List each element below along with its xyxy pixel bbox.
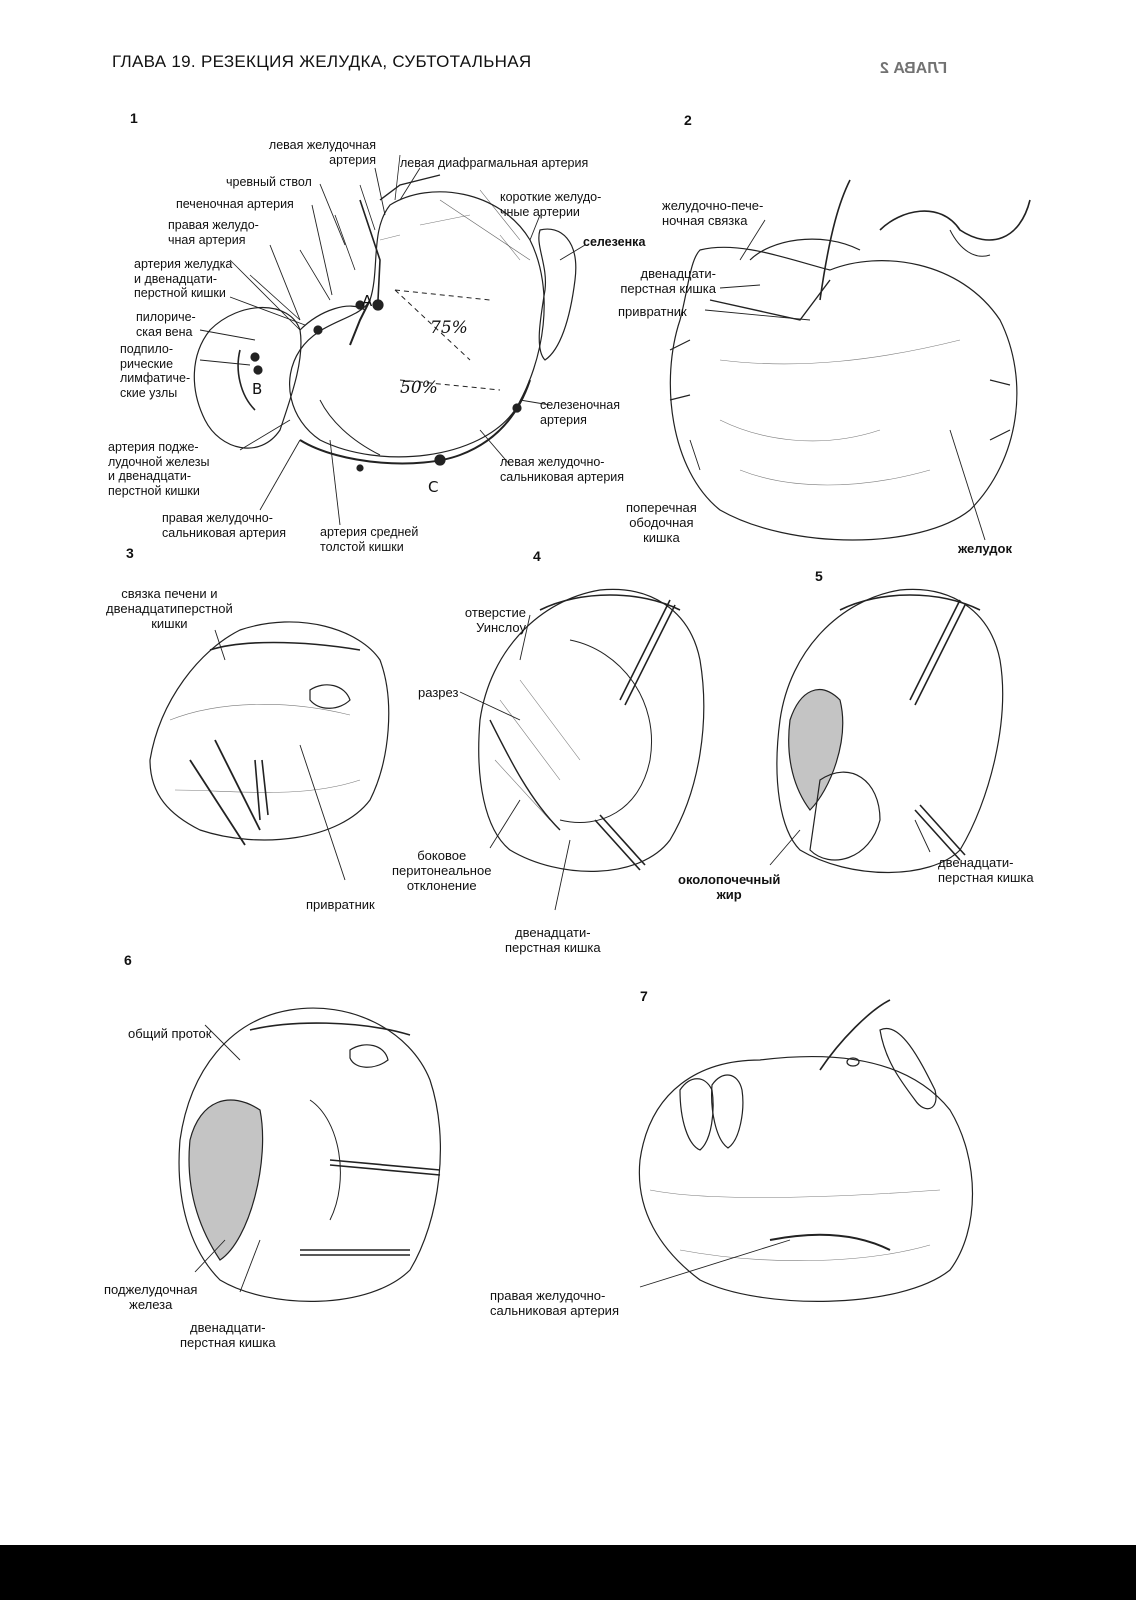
label-right-gastric-artery: правая желудо- чная артерия [168, 218, 259, 247]
leader-lines [195, 168, 985, 1292]
label-incision: разрез [418, 685, 459, 700]
label-perirenal-fat: околопочечный жир [678, 872, 781, 902]
label-winslow-foramen: отверстие Уинслоу [464, 605, 526, 635]
label-duodenum-fig4: двенадцати- перстная кишка [505, 925, 601, 955]
label-short-gastric-arteries: короткие желудо- чные артерии [500, 190, 602, 219]
percent-50: 50% [400, 378, 438, 398]
figure-4-number: 4 [533, 548, 541, 564]
figure-7-drawing [639, 1000, 972, 1301]
label-hepatogastric-ligament: желудочно-пече- ночная связка [662, 198, 764, 228]
figure-6-drawing [179, 1008, 440, 1301]
label-spleen: селезенка [583, 235, 646, 249]
figure-2-drawing [670, 180, 1030, 540]
label-transverse-colon: поперечная ободочная кишка [626, 500, 697, 545]
zone-mark-c: C [428, 478, 439, 496]
zone-mark-a: A [362, 292, 373, 310]
label-stomach: желудок [958, 541, 1012, 556]
page-header: ГЛАВА 19. РЕЗЕКЦИЯ ЖЕЛУДКА, СУБТОТАЛЬНАЯ [112, 52, 532, 71]
figure-3-drawing [150, 622, 389, 845]
figure-6-number: 6 [124, 952, 132, 968]
label-right-gastroepiploic-artery: правая желудочно- сальниковая артерия [162, 511, 287, 540]
label-pancreaticoduodenal-artery: артерия поджe- лудочной железы и двенадцати- перстной кишки [108, 440, 210, 498]
figure-5-drawing [777, 589, 1003, 872]
figure-5-number: 5 [815, 568, 823, 584]
scan-bottom-bar [0, 1545, 1136, 1600]
label-duodenum-fig5: двенадцати- перстная кишка [938, 855, 1034, 885]
label-celiac-trunk: чревный ствол [226, 175, 312, 189]
figure-7-number: 7 [640, 988, 648, 1004]
label-lateral-peritoneal-reflection: боковое перитонеальное отклонение [392, 848, 492, 893]
label-duodenum-fig2: двенадцати- перстная кишка [620, 266, 716, 296]
label-left-gastric-artery: левая желудочная артерия [268, 138, 376, 167]
mirrored-bleed-through: ГЛАВА 2 [880, 60, 948, 77]
label-pancreas: поджелудочная железа [104, 1282, 198, 1312]
label-pylorus-fig2: привратник [618, 304, 687, 319]
label-subpyloric-lymph-nodes: подпило- рические лимфатиче- ские узлы [120, 342, 191, 400]
label-duodenum-fig6: двенадцати- перстная кишка [180, 1320, 276, 1350]
label-left-gastroepiploic-artery: левая желудочно- сальниковая артерия [500, 455, 625, 484]
label-hepatic-artery: печеночная артерия [176, 197, 294, 211]
figure-2-number: 2 [684, 112, 692, 128]
label-gastroduodenal-artery: артерия желудка и двенадцати- перстной кишки [134, 257, 233, 300]
label-right-gastroepiploic-fig7: правая желудочно- сальниковая артерия [490, 1288, 619, 1318]
label-middle-colic-artery: артерия средней толстой кишки [320, 525, 419, 554]
zone-mark-b: B [252, 380, 263, 398]
label-splenic-artery: селезеночная артерия [540, 398, 621, 427]
figure-3-number: 3 [126, 545, 134, 561]
label-common-duct: общий проток [128, 1026, 212, 1041]
label-left-phrenic-artery: левая диафрагмальная артерия [400, 156, 589, 170]
percent-75: 75% [430, 318, 468, 338]
figure-1-number: 1 [130, 110, 138, 126]
label-pyloric-vein: пилориче- ская вена [136, 310, 196, 339]
label-hepatoduodenal-ligament: связка печени и двенадцатиперстной кишки [106, 586, 233, 631]
label-pylorus-fig3: привратник [306, 897, 375, 912]
